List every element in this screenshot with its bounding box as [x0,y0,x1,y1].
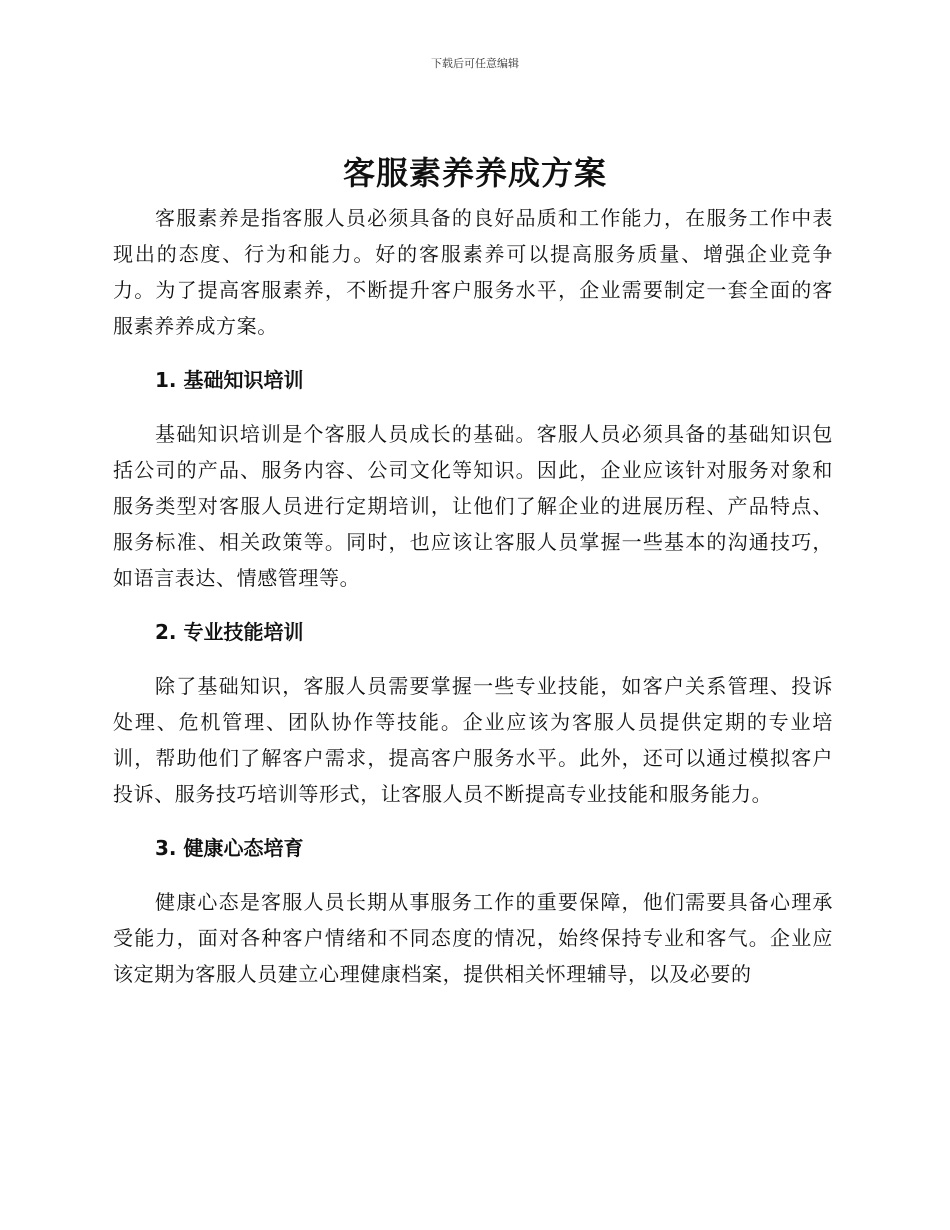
intro-paragraph: 客服素养是指客服人员必须具备的良好品质和工作能力，在服务工作中表现出的态度、行为和能力。好的客服素养可以提高服务质量、增强企业竞争力。为了提高客服素养，不断提升客户服务水平，企业需要制定一套全面的客服素养养成方案。 [113,206,833,338]
section-paragraph-3: 健康心态是客服人员长期从事服务工作的重要保障，他们需要具备心理承受能力，面对各种客户情绪和不同态度的情况，始终保持专业和客气。企业应该定期为客服人员建立心理健康档案，提供相关怀理辅导，以及必要的 [113,890,833,986]
document-title: 客服素养养成方案 [342,154,607,192]
document-body [113,200,833,992]
section-paragraph-2: 除了基础知识，客服人员需要掌握一些专业技能，如客户关系管理、投诉处理、危机管理、团队协作等技能。企业应该为客服人员提供定期的专业培训，帮助他们了解客户需求，提高客户服务水平。此外，还可以通过模拟客户投诉、服务技巧培训等形式，让客服人员不断提高专业技能和服务能力。 [113,674,833,806]
page-header: 下载后可任意编辑 [431,57,519,70]
section-heading-3: 3. 健康心态培育 [155,836,304,860]
section-heading-2: 2. 专业技能培训 [155,620,304,644]
section-paragraph-1: 基础知识培训是个客服人员成长的基础。客服人员必须具备的基础知识包括公司的产品、服务内容、公司文化等知识。因此，企业应该针对服务对象和服务类型对客服人员进行定期培训，让他们了解企业的进展历程、产品特点、服务标准、相关政策等。同时，也应该让客服人员掌握一些基本的沟通技巧，如语言表达、情感管理等。 [113,422,833,590]
section-heading-1: 1. 基础知识培训 [155,368,304,392]
